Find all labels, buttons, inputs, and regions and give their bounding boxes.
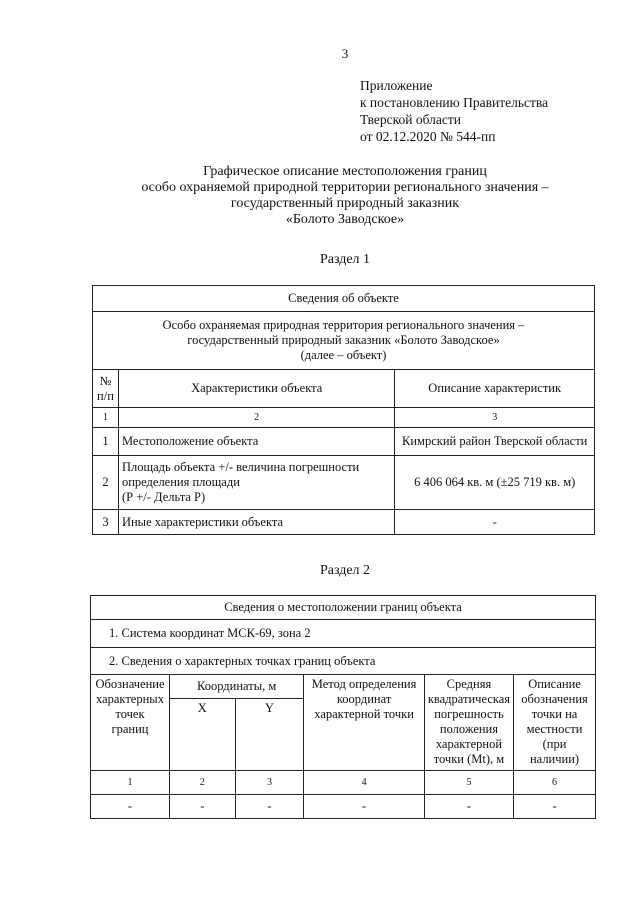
column-number: 2 — [118, 408, 394, 428]
column-header-marking: Описание обозначения точки на местности (при наличии) — [514, 675, 596, 771]
column-number: 3 — [235, 771, 304, 795]
column-number: 1 — [93, 408, 119, 428]
page-number: 3 — [341, 46, 349, 61]
appendix-line: Тверской области — [360, 112, 461, 127]
column-number: 6 — [514, 771, 596, 795]
title-line: государственный природный заказник — [230, 196, 460, 211]
row-description: 6 406 064 кв. м (±25 719 кв. м) — [395, 456, 595, 510]
table-cell: - — [424, 795, 513, 819]
row-characteristic: Иные характеристики объекта — [118, 510, 394, 535]
column-header-number: № п/п — [93, 370, 119, 408]
row-characteristic: Площадь объекта +/- величина погрешности определения площади (Р +/- Дельта Р) — [118, 456, 394, 510]
table-header: Сведения об объекте — [93, 286, 595, 312]
section2-heading: Раздел 2 — [319, 563, 371, 578]
row-number: 2 — [93, 456, 119, 510]
column-header-characteristic: Характеристики объекта — [118, 370, 394, 408]
table-row — [93, 428, 595, 456]
column-header-point: Обозначение характерных точек границ — [91, 675, 170, 771]
table-cell: - — [235, 795, 304, 819]
table-row — [91, 795, 596, 819]
column-number: 1 — [91, 771, 170, 795]
table-header: Сведения о местоположении границ объекта — [91, 596, 596, 620]
table-cell: - — [514, 795, 596, 819]
column-number: 5 — [424, 771, 513, 795]
column-header-error: Средняя квадратическая погрешность положения характерной точки (Mt), м — [424, 675, 513, 771]
column-number: 2 — [169, 771, 235, 795]
points-title: 2. Сведения о характерных точках границ объекта — [91, 648, 596, 675]
column-header-method: Метод определения координат характерной точки — [304, 675, 425, 771]
object-description: Особо охраняемая природная территория регионального значения – государственный природный заказник «Болото Заводское» (далее – объект) — [93, 312, 595, 370]
section1-heading: Раздел 1 — [319, 252, 371, 267]
table-row — [93, 456, 595, 510]
appendix-block — [360, 77, 548, 145]
column-header-y: Y — [235, 699, 304, 771]
coordinate-system: 1. Система координат МСК-69, зона 2 — [91, 620, 596, 648]
table-cell: - — [169, 795, 235, 819]
title-line: «Болото Заводское» — [285, 212, 405, 227]
table-row — [93, 510, 595, 535]
object-info-table — [92, 285, 595, 535]
table-cell: - — [91, 795, 170, 819]
appendix-line: к постановлению Правительства — [360, 95, 549, 110]
column-number: 3 — [395, 408, 595, 428]
title-line: Графическое описание местоположения границ — [203, 164, 487, 179]
appendix-line: от 02.12.2020 № 544-пп — [360, 129, 496, 144]
title-line: особо охраняемой природной территории регионального значения – — [141, 180, 549, 195]
table-cell: - — [304, 795, 425, 819]
column-header-x: X — [169, 699, 235, 771]
appendix-line: Приложение — [360, 78, 433, 93]
row-number: 1 — [93, 428, 119, 456]
column-header-coordinates: Координаты, м — [169, 675, 303, 699]
column-number: 4 — [304, 771, 425, 795]
column-header-description: Описание характеристик — [395, 370, 595, 408]
boundary-location-table — [90, 595, 596, 819]
document-title — [60, 164, 630, 228]
row-number: 3 — [93, 510, 119, 535]
row-description: - — [395, 510, 595, 535]
row-description: Кимрский район Тверской области — [395, 428, 595, 456]
row-characteristic: Местоположение объекта — [118, 428, 394, 456]
